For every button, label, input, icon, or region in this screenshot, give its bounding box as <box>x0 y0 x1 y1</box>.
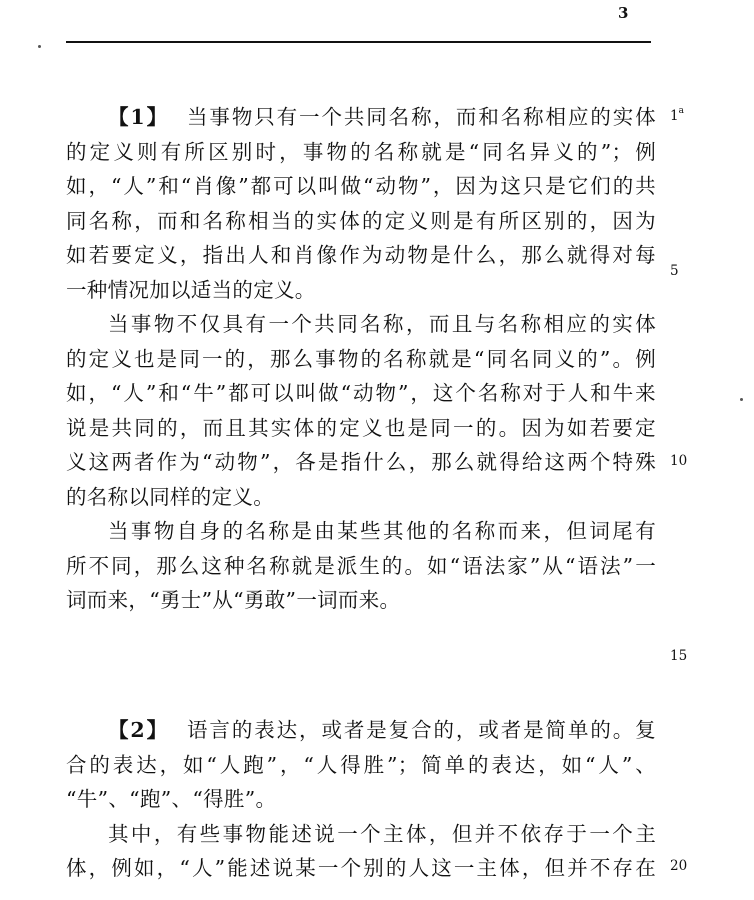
text-line: 【2】 语言的表达，或者是复合的，或者是简单的。复 <box>108 718 656 742</box>
scan-speck <box>740 398 743 401</box>
text-line: 的定义也是同一的，那么事物的名称就是“同名同义的”。例 <box>66 346 656 371</box>
line-number-1a: 1$^a$ <box>670 106 684 124</box>
text-line: 义这两者作为“动物”，各是指什么，那么就得给这两个特殊 <box>66 450 656 474</box>
section-2 <box>66 713 656 886</box>
section-label: 【1】 <box>108 105 169 129</box>
section-1 <box>66 100 656 618</box>
text-line: 体，例如，“人”能述说某一个别的人这一主体，但并不存在 <box>66 856 656 880</box>
text-line: 词而来，“勇士”从“勇敢”一词而来。 <box>66 588 401 612</box>
page-number: 3 <box>618 4 629 22</box>
text-line: 当事物不仅具有一个共同名称，而且与名称相应的实体 <box>108 312 656 336</box>
text-line: 所不同，那么这种名称就是派生的。如“语法家”从“语法”一 <box>66 553 656 578</box>
text-line: 同名称，而和名称相当的实体的定义则是有所区别的，因为 <box>66 208 656 233</box>
text-line: 的名称以同样的定义。 <box>66 484 274 509</box>
text-line: 当事物自身的名称是由某些其他的名称而来，但词尾有 <box>108 519 656 543</box>
text-line: 说是共同的，而且其实体的定义也是同一的。因为如若要定 <box>66 415 656 440</box>
text-line: 如，“人”和“肖像”都可以叫做“动物”，因为这只是它们的共 <box>66 174 656 198</box>
text-line: “牛”、“跑”、“得胜”。 <box>66 787 277 811</box>
header-rule <box>66 41 651 43</box>
line-number-20: 20 <box>670 858 688 874</box>
line-number-5: 5 <box>670 263 679 279</box>
line-number-10: 10 <box>670 453 688 469</box>
text-line: 一种情况加以适当的定义。 <box>66 277 316 302</box>
line-number-15: 15 <box>670 648 688 664</box>
section-label: 【2】 <box>108 718 169 742</box>
scan-speck <box>38 45 41 48</box>
text-line: 合的表达，如“人跑”，“人得胜”；简单的表达，如“人”、 <box>66 752 656 777</box>
text-line: 如若要定义，指出人和肖像作为动物是什么，那么就得对每 <box>66 243 656 267</box>
text-line: 【1】 当事物只有一个共同名称，而和名称相应的实体 <box>108 105 656 129</box>
text-line: 的定义则有所区别时，事物的名称就是“同名异义的”；例 <box>66 139 656 164</box>
text-line: 其中，有些事物能述说一个主体，但并不依存于一个主 <box>108 821 656 846</box>
text-line: 如，“人”和“牛”都可以叫做“动物”，这个名称对于人和牛来 <box>66 381 656 405</box>
